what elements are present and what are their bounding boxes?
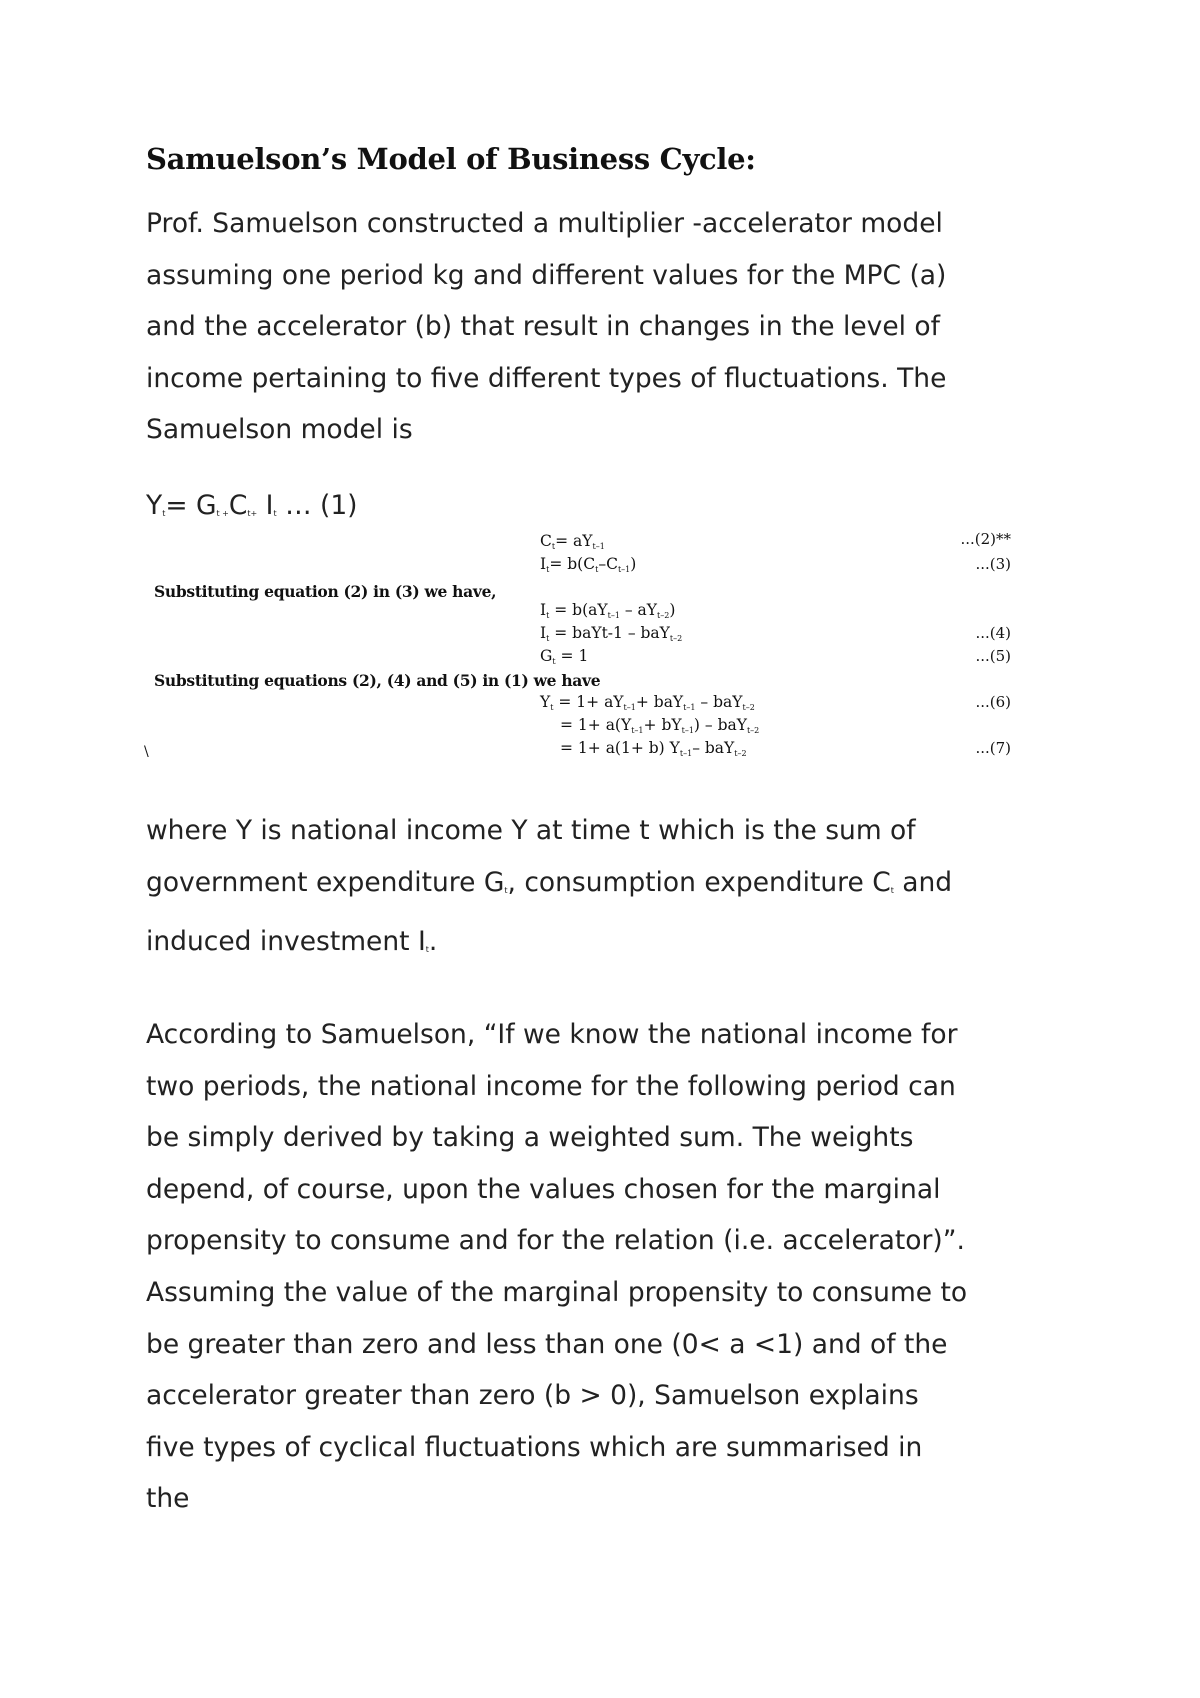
text-line: be simply derived by taking a weighted sum. The weights <box>146 1122 914 1154</box>
definition-paragraph <box>146 805 952 976</box>
text-line: assuming one period kg and different values for the MPC (a) <box>146 259 947 291</box>
text-line: depend, of course, upon the values chosen for the marginal <box>146 1173 941 1205</box>
equation-7: = 1+ a(1+ b) $Y_{t-1}-$ baY$_{t-2}$ <box>560 739 747 758</box>
text-line: Samuelson model is <box>146 414 413 446</box>
equation-number: ...(6) <box>975 693 1011 711</box>
equation-number: ...(4) <box>975 624 1011 642</box>
stray-mark: \ <box>144 744 149 760</box>
eq-symbol: Y <box>146 490 163 521</box>
equation-number: ...(3) <box>975 555 1011 573</box>
substitution-note-2: Substituting equations (2), (4) and (5) in (1) we have <box>154 671 601 690</box>
text-line: Assuming the value of the marginal propensity to consume to <box>146 1276 968 1308</box>
eq-symbol: C <box>228 490 248 521</box>
document-title: Samuelson’s Model of Business Cycle: <box>146 142 756 176</box>
eq-subscript: t <box>162 509 166 518</box>
text-line: be greater than zero and less than one (0< a <1) and of the <box>146 1328 948 1360</box>
equation-number: ...(5) <box>975 647 1011 665</box>
eq-subscript: t + <box>216 509 229 518</box>
quote-paragraph <box>146 1009 967 1525</box>
eq-subscript: t <box>273 509 277 518</box>
text-line: Prof. Samuelson constructed a multiplier -accelerator model <box>146 208 943 239</box>
text-line: the <box>146 1483 190 1515</box>
substitution-note-1: Substituting equation (2) in (3) we have, <box>154 582 497 601</box>
equation-2: $C_t= aY_{t-1}$ <box>540 532 605 551</box>
equation-6-step: = $1+ a(Y_{t-1}+ bY_{t-1}) - baY_{t-2}$ <box>560 716 760 735</box>
eq-symbol: = G <box>165 490 217 521</box>
text-line: five types of cyclical fluctuations which are summarised in <box>146 1431 923 1463</box>
equation-number: ...(2)** <box>960 530 1011 548</box>
text-line: induced investment $I_t$. <box>146 926 438 958</box>
text-line: and the accelerator (b) that result in changes in the level of <box>146 311 940 343</box>
equation-6: $Y_t = 1+ aY_{t-1}+ baY_{t-1} - baY_{t-2}$ <box>540 693 755 712</box>
text-line: accelerator greater than zero (b > 0), Samuelson explains <box>146 1380 919 1412</box>
eq-subscript: t+ <box>247 509 258 518</box>
eq-number: … (1) <box>276 490 358 521</box>
text-line: According to Samuelson, “If we know the national income for <box>146 1019 958 1050</box>
equation-5: $G_t = 1$ <box>540 647 589 666</box>
equation-1 <box>146 486 358 534</box>
equation-number: ...(7) <box>975 739 1011 757</box>
text-line: two periods, the national income for the following period can <box>146 1070 956 1102</box>
eq-symbol: I <box>257 490 274 521</box>
equation-3: $I_t= b(C_t-C_{t-1})$ <box>540 555 637 574</box>
equation-4: $I_t$ = baYt-1 – baY$_{t-2}$ <box>540 624 683 643</box>
text-line: where Y is national income Y at time t which is the sum of <box>146 815 916 846</box>
intro-paragraph <box>146 198 946 456</box>
text-line: government expenditure $G_t$, consumption expenditure $C_t$ and <box>146 866 953 898</box>
equation-investment-expansion: $I_t = b(aY_{t-1} - aY_{t-2})$ <box>540 601 676 620</box>
text-line: propensity to consume and for the relation (i.e. accelerator)”. <box>146 1225 965 1257</box>
text-line: income pertaining to five different types of fluctuations. The <box>146 362 947 394</box>
